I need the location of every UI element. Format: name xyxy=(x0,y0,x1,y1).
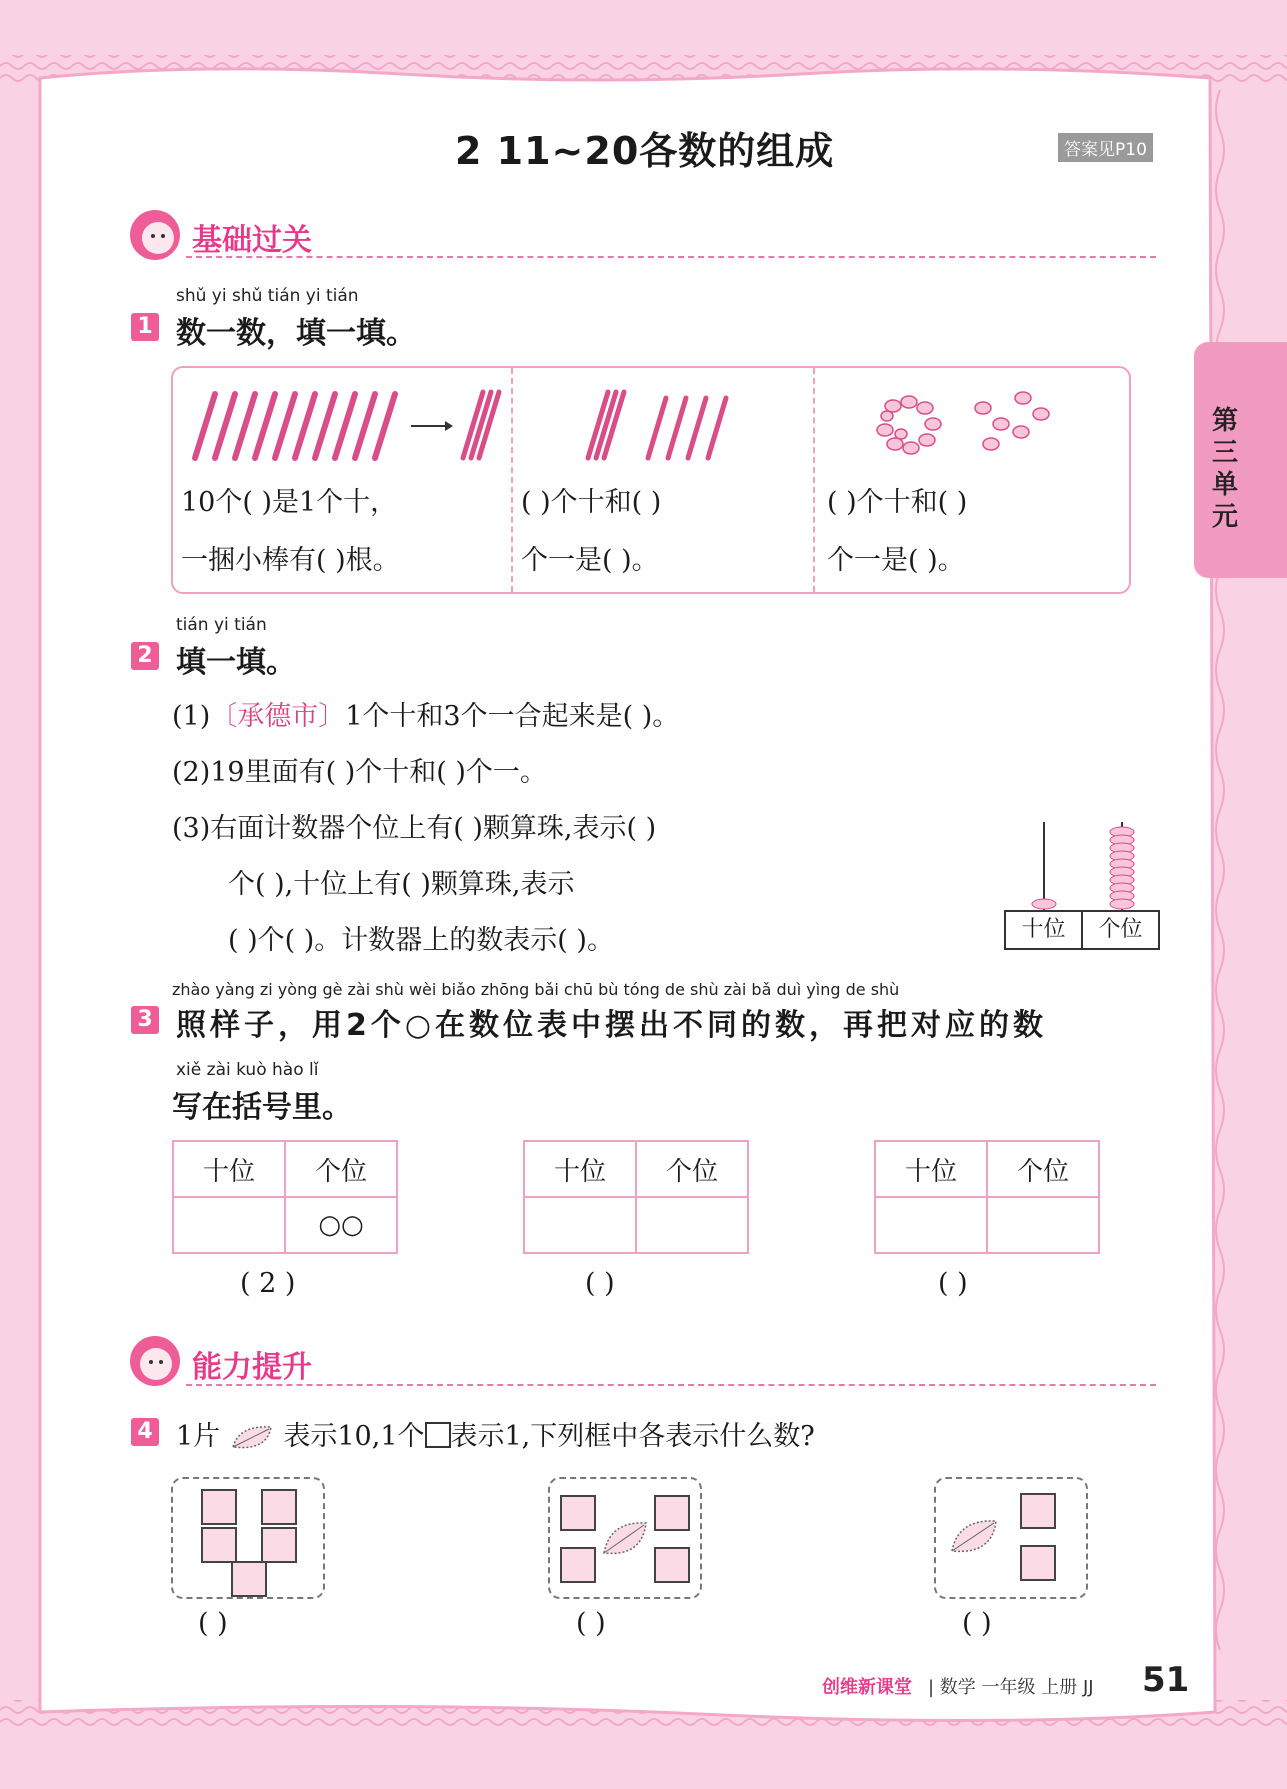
q3-pinyin-1: zhào yàng zi yòng gè zài shù wèi biǎo zhōng bǎi chū bù tóng de shù zài bǎ duì yìng de shù xyxy=(172,980,900,999)
tens-header: 十位 xyxy=(173,1141,285,1197)
student-avatar-icon xyxy=(128,1334,186,1388)
ones-cell: ○○ xyxy=(285,1197,397,1253)
q4-text-c: 表示1,下列框中各表示什么数? xyxy=(450,1421,815,1452)
q1-pinyin: shǔ yi shǔ tián yi tián xyxy=(176,286,359,306)
place-value-table-1 xyxy=(172,1140,398,1254)
q2-item1-text: 1个十和3个一合起来是( )。 xyxy=(345,701,680,732)
abacus-tens-label: 十位 xyxy=(1004,910,1083,950)
square xyxy=(201,1527,237,1563)
tens-header: 十位 xyxy=(524,1141,636,1197)
q1-col2-line2: 个一是( )。 xyxy=(521,545,659,576)
square xyxy=(1020,1493,1056,1529)
q1-col3-line2: 个一是( )。 xyxy=(827,545,965,576)
teacher-avatar-icon xyxy=(128,208,186,262)
page-title: 2 11~20各数的组成 xyxy=(455,129,835,173)
section-basic-title: 基础过关 xyxy=(192,223,312,258)
ones-cell[interactable] xyxy=(987,1197,1099,1253)
tens-cell xyxy=(173,1197,285,1253)
q3-number: 3 xyxy=(131,1006,159,1034)
abacus-rods-icon xyxy=(1004,818,1159,910)
q3-answer-1: ( 2 ) xyxy=(240,1268,296,1299)
q3-answer-3[interactable]: ( ) xyxy=(938,1268,968,1299)
square xyxy=(201,1489,237,1525)
answer-reference: 答案见P10 xyxy=(1058,133,1153,162)
q2-number: 2 xyxy=(131,642,159,670)
q2-item3-line1: (3)右面计数器个位上有( )颗算珠,表示( ) xyxy=(172,813,657,844)
bundle-and-sticks-icon xyxy=(578,386,748,466)
footer-book-info: | 数学 一年级 上册 JJ xyxy=(928,1677,1094,1698)
square xyxy=(1020,1545,1056,1581)
q4-number: 4 xyxy=(131,1418,159,1446)
q4-text-b: 表示10,1个 xyxy=(283,1421,425,1452)
place-value-table-3 xyxy=(874,1140,1100,1254)
divider xyxy=(511,368,513,592)
q1-col1-line2: 一捆小棒有( )根。 xyxy=(181,545,400,576)
q4-text xyxy=(176,1414,815,1453)
sticks-bundle-icon xyxy=(183,386,503,466)
section-divider xyxy=(186,1384,1156,1386)
q4-box-3 xyxy=(934,1477,1088,1599)
q2-pinyin: tián yi tián xyxy=(176,615,267,635)
leaf-icon xyxy=(600,1517,650,1561)
abacus-ones-label: 个位 xyxy=(1081,910,1160,950)
square xyxy=(560,1547,596,1583)
square xyxy=(654,1495,690,1531)
ones-header: 个位 xyxy=(636,1141,748,1197)
ones-header: 个位 xyxy=(987,1141,1099,1197)
footer-brand: 创维新课堂 xyxy=(822,1677,912,1698)
q1-col1-line1: 10个( )是1个十， xyxy=(181,487,398,518)
square xyxy=(560,1495,596,1531)
q4-box-1 xyxy=(171,1477,325,1599)
q1-answer-box xyxy=(171,366,1131,594)
q4-answer-3[interactable]: ( ) xyxy=(962,1608,992,1639)
q3-text-1: 照样子，用2个○在数位表中摆出不同的数，再把对应的数 xyxy=(176,1008,1048,1043)
q1-text: 数一数，填一填。 xyxy=(176,316,416,351)
q3-pinyin-2: xiě zài kuò hào lǐ xyxy=(176,1060,319,1080)
square xyxy=(231,1561,267,1597)
q3-text-2: 写在括号里。 xyxy=(172,1090,352,1125)
q4-answer-2[interactable]: ( ) xyxy=(576,1608,606,1639)
ones-cell[interactable] xyxy=(636,1197,748,1253)
divider xyxy=(813,368,815,592)
unit-label: 第三单元 xyxy=(1211,406,1238,532)
q2-item1-city: 〔承德市〕 xyxy=(210,701,346,732)
q4-box-2 xyxy=(548,1477,702,1599)
q2-item2: (2)19里面有( )个十和( )个一。 xyxy=(172,757,547,788)
q2-item3-line3: ( )个( )。计数器上的数表示( )。 xyxy=(228,925,614,956)
q1-col3-line1: ( )个十和( ) xyxy=(827,487,968,518)
q2-item1-prefix: (1) xyxy=(172,701,211,732)
page-number: 51 xyxy=(1142,1660,1190,1700)
q2-item1 xyxy=(172,694,679,733)
leaf-icon xyxy=(229,1423,275,1453)
tens-cell[interactable] xyxy=(875,1197,987,1253)
section-advanced-title: 能力提升 xyxy=(192,1350,312,1385)
square xyxy=(654,1547,690,1583)
q2-item3-line2: 个( ),十位上有( )颗算珠,表示 xyxy=(228,869,575,900)
leaf-icon xyxy=(948,1515,1002,1559)
square xyxy=(261,1489,297,1525)
beads-icon xyxy=(873,388,1073,468)
ones-header: 个位 xyxy=(285,1141,397,1197)
square xyxy=(261,1527,297,1563)
square-icon xyxy=(425,1422,451,1448)
q3-answer-2[interactable]: ( ) xyxy=(585,1268,615,1299)
q1-col2-line1: ( )个十和( ) xyxy=(521,487,662,518)
q4-text-a: 1片 xyxy=(176,1421,221,1452)
tens-cell[interactable] xyxy=(524,1197,636,1253)
place-value-table-2 xyxy=(523,1140,749,1254)
q2-text: 填一填。 xyxy=(176,645,296,680)
tens-header: 十位 xyxy=(875,1141,987,1197)
abacus xyxy=(1004,818,1159,948)
q1-number: 1 xyxy=(131,313,159,341)
q4-answer-1[interactable]: ( ) xyxy=(198,1608,228,1639)
section-divider xyxy=(186,256,1156,258)
